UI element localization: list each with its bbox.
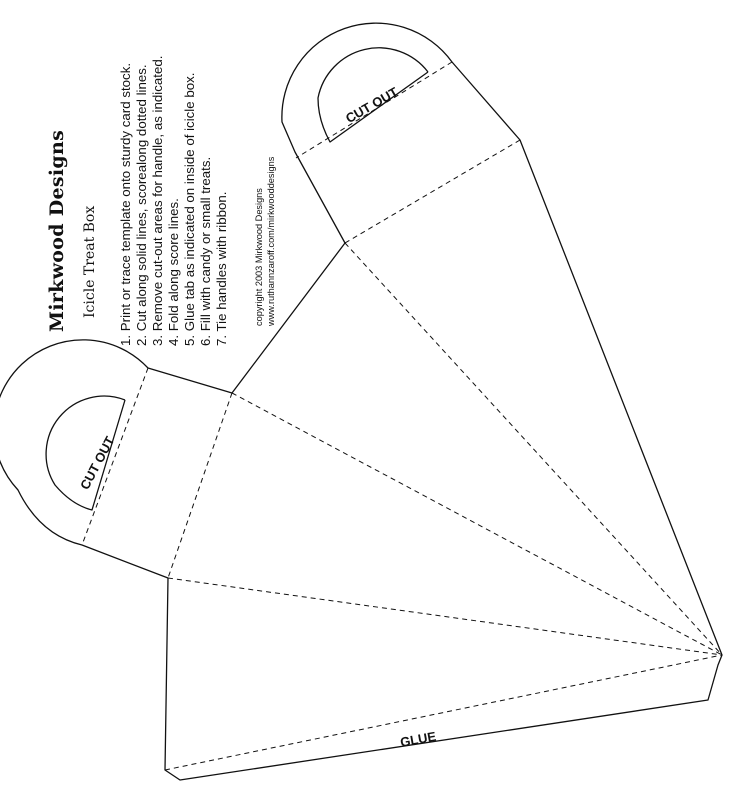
instructions-list (118, 56, 230, 346)
copyright-text: copyright 2003 Mirkwood Designs (254, 188, 264, 326)
instruction-item: 5. Glue tab as indicated on inside of icicle box. (182, 72, 197, 346)
score-line-left-handle-2 (168, 393, 232, 578)
instruction-item: 2. Cut along solid lines, scorealong dotted lines. (134, 64, 149, 346)
score-line-panel-3 (168, 578, 722, 655)
outer-cut-line (0, 23, 722, 780)
score-line-panel-2 (232, 393, 722, 655)
score-line-top-handle-2 (345, 140, 520, 243)
instruction-item: 4. Fold along score lines. (166, 198, 181, 346)
cutout-window-left (46, 396, 125, 510)
instruction-item: 6. Fill with candy or small treats. (198, 156, 213, 346)
website-text: www.ruthannzaroff.com/mirkwooddesigns (266, 156, 276, 326)
product-subtitle: Icicle Treat Box (82, 205, 98, 318)
cutout-label-top: CUT OUT (343, 84, 401, 126)
instruction-item: 3. Remove cut-out areas for handle, as indicated. (150, 55, 165, 346)
score-line-glue-tab (165, 655, 722, 770)
brand-title: Mirkwood Designs (46, 129, 68, 332)
glue-label: GLUE (399, 728, 438, 750)
instruction-item: 1. Print or trace template onto sturdy card stock. (118, 62, 133, 346)
score-line-panel-1 (345, 243, 722, 655)
instruction-item: 7. Tie handles with ribbon. (214, 191, 229, 346)
cutout-label-left: CUT OUT (77, 433, 118, 493)
